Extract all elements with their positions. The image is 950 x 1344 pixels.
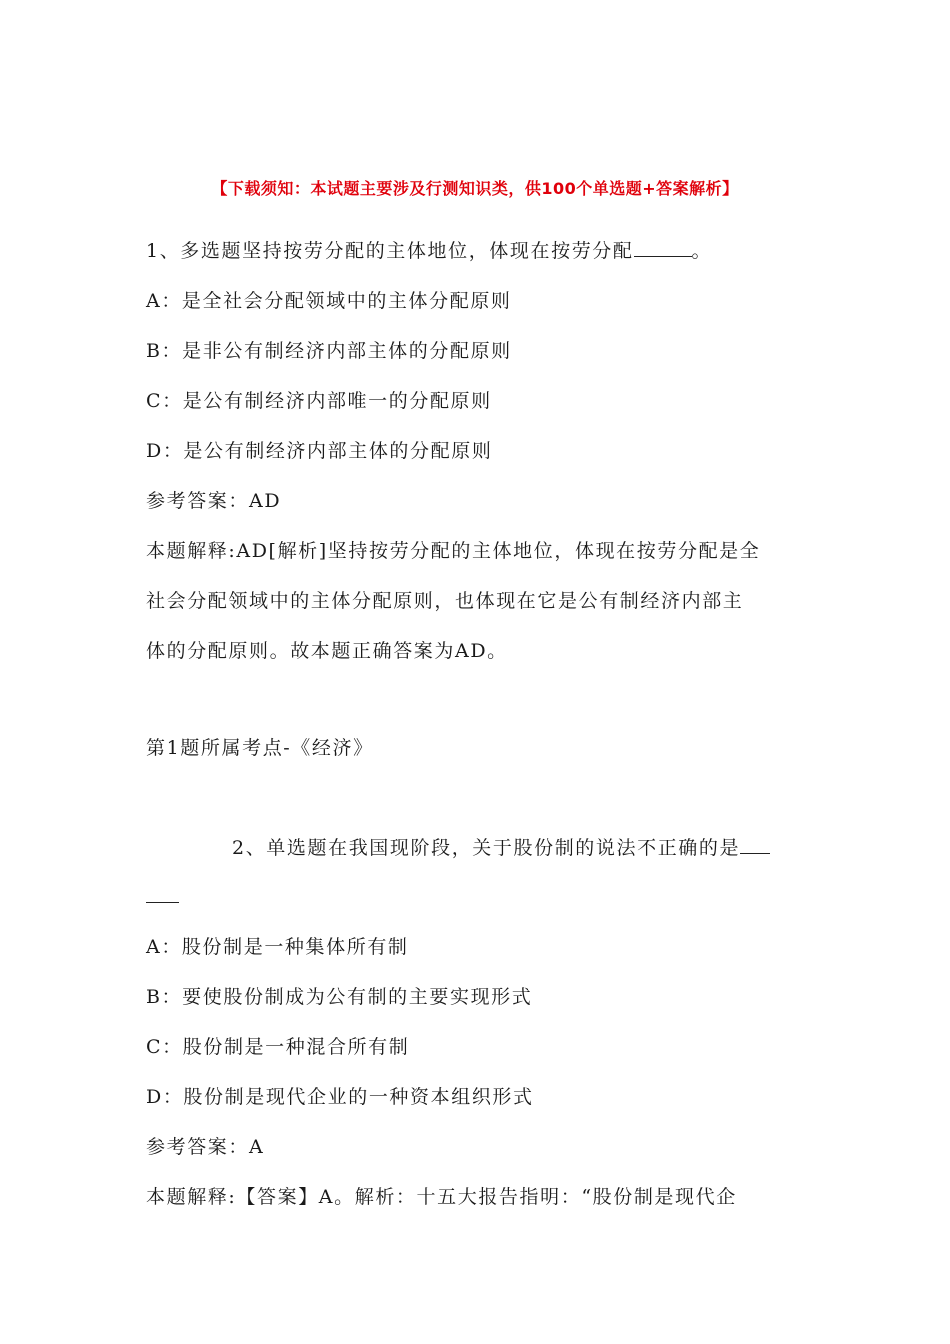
question-2-option-c: C：股份制是一种混合所有制 (146, 1036, 410, 1058)
question-1-stem-end: 。 (691, 240, 713, 262)
question-2-option-b: B：要使股份制成为公有制的主要实现形式 (146, 986, 533, 1008)
question-2-answer: 参考答案：A (146, 1136, 265, 1158)
question-2-explanation-line: 本题解释:【答案】A。解析：十五大报告指明：“股份制是现代企 (146, 1186, 737, 1208)
answer-blank (146, 882, 179, 903)
answer-blank (634, 236, 692, 257)
question-2-option-a: A：股份制是一种集体所有制 (146, 936, 409, 958)
question-1-explanation-line: 体的分配原则。故本题正确答案为AD。 (146, 640, 508, 662)
question-1-explanation-line: 社会分配领域中的主体分配原则，也体现在它是公有制经济内部主 (146, 590, 744, 612)
question-1-option-b: B：是非公有制经济内部主体的分配原则 (146, 340, 512, 362)
question-1-explanation-line: 本题解释:AD[解析]坚持按劳分配的主体地位，体现在按劳分配是全 (146, 540, 761, 562)
question-1-topic: 第1题所属考点-《经济》 (146, 737, 374, 759)
question-1-stem-text: 1、多选题坚持按劳分配的主体地位，体现在按劳分配 (146, 240, 634, 262)
download-notice: 【下载须知：本试题主要涉及行测知识类，供100个单选题+答案解析】 (211, 179, 739, 198)
question-1-option-d: D：是公有制经济内部主体的分配原则 (146, 440, 493, 462)
question-1-option-a: A：是全社会分配领域中的主体分配原则 (146, 290, 512, 312)
question-2-stem-continuation (146, 882, 814, 912)
question-1-answer: 参考答案：AD (146, 490, 282, 512)
question-1-option-c: C：是公有制经济内部唯一的分配原则 (146, 390, 492, 412)
question-2-stem-text: 2、单选题在我国现阶段，关于股份制的说法不正确的是 (232, 837, 741, 859)
question-1-stem (146, 236, 814, 266)
answer-blank (740, 833, 770, 854)
question-2-option-d: D：股份制是现代企业的一种资本组织形式 (146, 1086, 534, 1108)
question-2-stem (232, 833, 817, 863)
